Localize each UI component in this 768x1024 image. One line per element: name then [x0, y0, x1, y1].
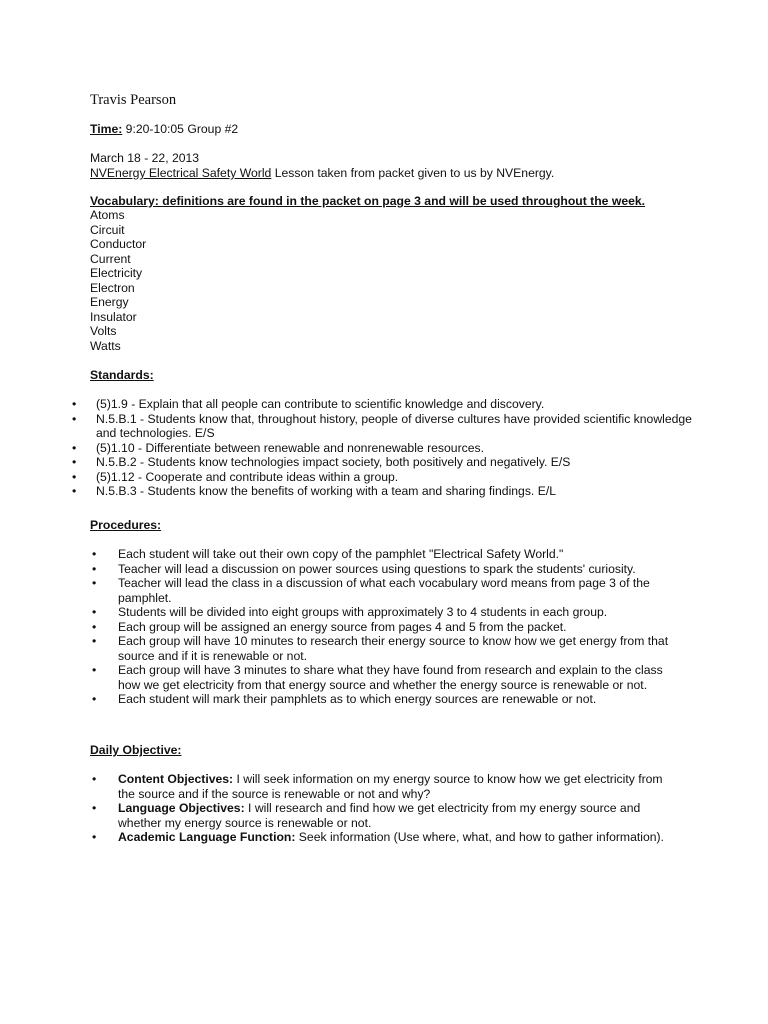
objective-text: I will seek information on my energy source to know how we get electricity from the source and if the source is renewable or not and why?: [118, 772, 663, 801]
vocab-word: Energy: [90, 295, 129, 309]
time-value: 9:20-10:05 Group #2: [122, 122, 239, 136]
vocab-word: Volts: [90, 324, 117, 338]
standards-heading: Standards:: [90, 368, 154, 382]
list-item: [92, 772, 682, 801]
date-line: March 18 - 22, 2013: [90, 151, 200, 165]
time-line: [90, 122, 238, 137]
objective-label: Academic Language Function:: [118, 830, 296, 844]
list-item: • (5)1.12 - Cooperate and contribute ideas within a group.: [72, 470, 692, 485]
vocab-word: Insulator: [90, 309, 137, 324]
vocabulary-list: [90, 208, 146, 353]
objective-list: [92, 772, 682, 845]
lesson-link[interactable]: NVEnergy Electrical Safety World: [90, 166, 272, 180]
objective-text: I will research and find how we get electricity from my energy source and whether my energy source is renewable or not.: [118, 801, 641, 830]
list-item: • N.5.B.3 - Students know the benefits of working with a team and sharing findings. E/L: [72, 484, 692, 499]
list-item: • Each group will have 3 minutes to share what they have found from research and explain to the class how we get electricity from that energy source and whether the energy source is renewable or not.: [92, 663, 682, 692]
lesson-text: Lesson taken from packet given to us by NVEnergy.: [271, 166, 555, 180]
vocab-word: Current: [90, 251, 131, 266]
list-item: • Each student will take out their own copy of the pamphlet "Electrical Safety World.": [92, 547, 682, 562]
vocabulary-heading: Vocabulary: definitions are found in the packet on page 3 and will be used throughout the week.: [90, 194, 646, 208]
objective-label: Language Objectives:: [118, 801, 245, 815]
list-item: • Each group will have 10 minutes to research their energy source to know how we get energy from that source and if it is renewable or not.: [92, 634, 682, 663]
list-item: • Each group will be assigned an energy source from pages 4 and 5 from the packet.: [92, 620, 682, 635]
procedures-list: [92, 547, 682, 707]
author-name: Travis Pearson: [90, 92, 177, 108]
list-item: [92, 830, 682, 845]
list-item: • (5)1.10 - Differentiate between renewable and nonrenewable resources.: [72, 441, 692, 456]
standards-list: [72, 397, 692, 499]
objective-label: Content Objectives:: [118, 772, 234, 786]
vocab-word: Circuit: [90, 222, 125, 237]
list-item: • Teacher will lead the class in a discussion of what each vocabulary word means from page 3 of the pamphlet.: [92, 576, 682, 605]
objective-heading: Daily Objective:: [90, 743, 182, 757]
procedures-heading: Procedures:: [90, 518, 162, 532]
list-item: • N.5.B.2 - Students know technologies impact society, both positively and negatively. E/S: [72, 455, 692, 470]
vocab-word: Conductor: [90, 237, 147, 251]
vocab-word: Electricity: [90, 266, 143, 280]
list-item: • Teacher will lead a discussion on power sources using questions to spark the students' curiosity.: [92, 562, 682, 577]
lesson-line: [90, 166, 554, 181]
vocab-word: Atoms: [90, 208, 125, 222]
list-item: • N.5.B.1 - Students know that, throughout history, people of diverse cultures have provided scientific knowledge and technologies. E/S: [72, 412, 692, 441]
vocab-word: Watts: [90, 338, 121, 353]
vocab-word: Electron: [90, 280, 135, 295]
list-item: • Each student will mark their pamphlets as to which energy sources are renewable or not.: [92, 692, 682, 707]
list-item: [92, 801, 682, 830]
objective-text: Seek information (Use where, what, and how to gather information).: [295, 830, 664, 844]
list-item: • Students will be divided into eight groups with approximately 3 to 4 students in each group.: [92, 605, 682, 620]
list-item: • (5)1.9 - Explain that all people can contribute to scientific knowledge and discovery.: [72, 397, 692, 412]
time-label: Time:: [90, 122, 123, 136]
